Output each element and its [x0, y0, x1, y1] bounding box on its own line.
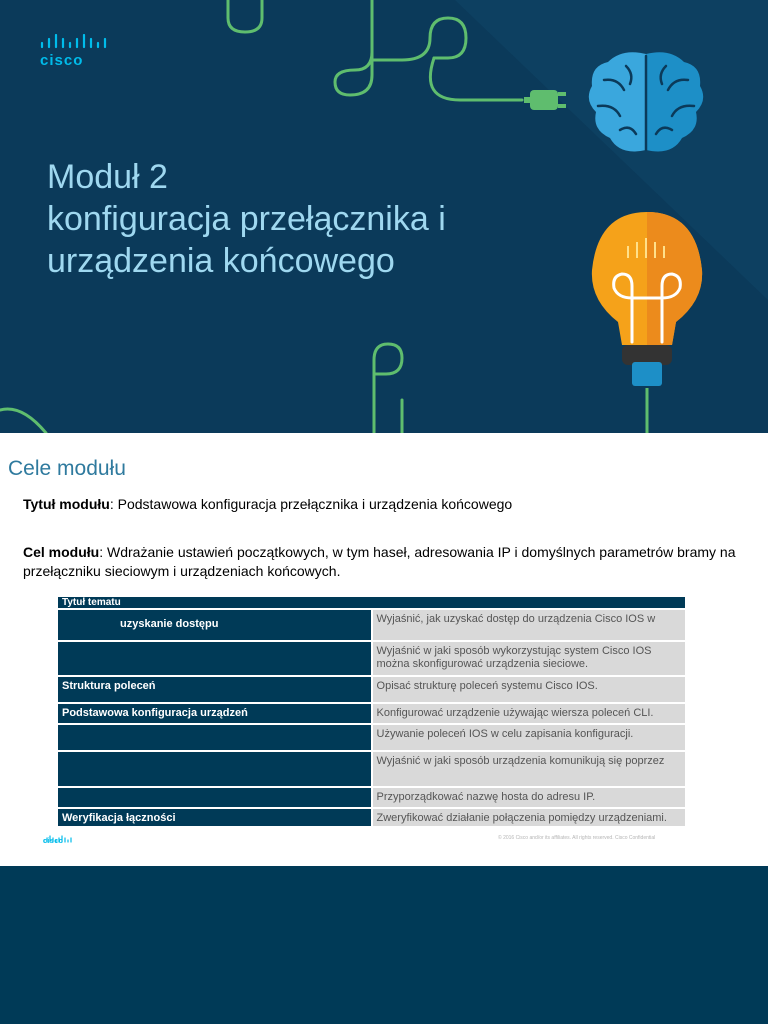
title-line-3: urządzenia końcowego — [47, 242, 395, 280]
topic-cell: Weryfikacja łączności — [58, 808, 372, 826]
topic-cell — [58, 787, 372, 808]
module-title-label: Tytuł modułu — [23, 496, 110, 512]
title-slide — [0, 0, 768, 433]
objective-cell: Przyporządkować nazwę hosta do adresu IP. — [372, 787, 685, 808]
table-row — [58, 751, 685, 787]
table-row — [58, 787, 685, 808]
title-line-1: Moduł 2 — [47, 158, 168, 196]
table-row — [58, 808, 685, 826]
topic-cell — [58, 751, 372, 787]
table-header-topic: Tytuł tematu — [58, 597, 372, 609]
cisco-wordmark: cisco — [40, 52, 84, 69]
topic-cell: Struktura poleceń — [58, 676, 372, 703]
module-title-paragraph — [23, 495, 512, 514]
topic-cell — [58, 724, 372, 751]
table-row — [58, 609, 685, 641]
module-goal-paragraph — [23, 543, 743, 581]
objective-cell: Wyjaśnić, jak uzyskać dostęp do urządzenia Cisco IOS w — [372, 609, 685, 641]
topic-cell — [58, 641, 372, 676]
table-row — [58, 724, 685, 751]
objective-cell: Konfigurować urządzenie używając wiersza poleceń CLI. — [372, 703, 685, 724]
cisco-wordmark: cisco — [43, 838, 64, 845]
cisco-logo-small — [43, 830, 73, 846]
objectives-slide — [0, 433, 768, 866]
cisco-logo — [40, 34, 110, 70]
module-goal-text: : Wdrażanie ustawień początkowych, w tym haseł, adresowania IP i domyślnych parametrów bramy na przełączniku sieciowym i urządzeniach końcowych. — [23, 544, 736, 579]
objective-cell: Zweryfikować działanie połączenia pomiędzy urządzeniami. — [372, 808, 685, 826]
slide-title — [47, 156, 446, 282]
table-row — [58, 703, 685, 724]
cisco-bridge-icon — [40, 34, 110, 50]
topics-table — [58, 597, 685, 826]
module-title-text: : Podstawowa konfiguracja przełącznika i urządzenia końcowego — [109, 496, 513, 512]
table-row — [58, 676, 685, 703]
footer-copyright: © 2016 Cisco and/or its affiliates. All rights reserved. Cisco Confidential — [498, 835, 656, 841]
table-header-row — [58, 597, 685, 609]
objective-cell: Używanie poleceń IOS w celu zapisania konfiguracji. — [372, 724, 685, 751]
table-header-objective — [372, 597, 685, 609]
lightbulb-icon — [592, 212, 702, 433]
module-goal-label: Cel modułu — [23, 544, 100, 560]
topic-cell: Podstawowa konfiguracja urządzeń — [58, 703, 372, 724]
title-line-2: konfiguracja przełącznika i — [47, 200, 446, 238]
topic-cell: uzyskanie dostępu — [58, 609, 372, 641]
objective-cell: Wyjaśnić w jaki sposób wykorzystując system Cisco IOS można skonfigurować urządzenia sieciowe. — [372, 641, 685, 676]
table-row — [58, 641, 685, 676]
objective-cell: Opisać strukturę poleceń systemu Cisco IOS. — [372, 676, 685, 703]
objective-cell: Wyjaśnić w jaki sposób urządzenia komunikują się poprzez — [372, 751, 685, 787]
objectives-heading: Cele modułu — [8, 457, 126, 480]
